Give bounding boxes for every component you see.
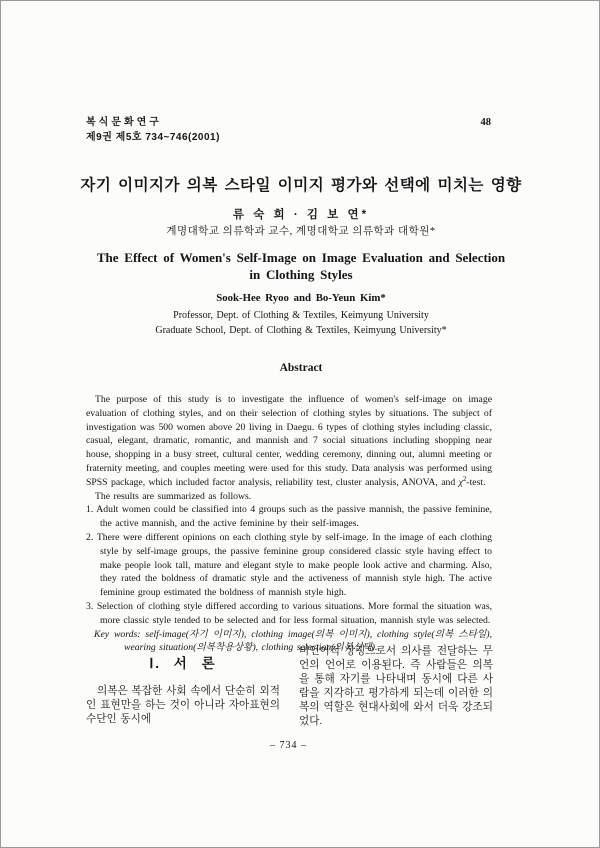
item-number: 2.	[86, 531, 94, 543]
abstract-item-1	[86, 503, 492, 531]
section-heading-introduction: Ⅰ. 서 론	[149, 656, 217, 671]
journal-name: 복식문화연구	[86, 117, 162, 128]
english-title	[41, 250, 561, 283]
intro-columns	[86, 645, 493, 729]
abstract-paragraph	[86, 393, 492, 490]
header-page-number: 48	[480, 117, 491, 128]
footer-page-number: – 734 –	[270, 740, 307, 751]
chi-symbol: χ	[458, 476, 463, 488]
intro-paragraph-right: 비언어적 상징으로서 의사를 전달하는 무언의 언어로 이용된다. 즉 사람들은 의복을 통해 자기를 나타내며 동시에 다른 사람을 지각하고 평가하게 되는데 이러한 의복의 역할은 현대사회에 와서 더욱 강조되었다.	[299, 646, 493, 727]
english-authors: Sook-Hee Ryoo and Bo-Yeun Kim*	[216, 292, 386, 304]
item-text: Adult women could be classified into 4 groups such as the passive mannish, the passive feminine, the active mannish, and the active feminine by their self-images.	[96, 504, 492, 530]
keywords-text: self-image(자기 이미지), clothing image(의복 이미지), clothing style(의복 스타일), wearing situation(의복착용상황), clothing selection(의복선택).	[124, 628, 492, 654]
abstract-body	[86, 393, 492, 655]
abstract-item-3	[86, 600, 492, 628]
english-affiliation-2: Graduate School, Dept. of Clothing & Textiles, Keimyung University*	[155, 324, 447, 336]
item-text: Selection of clothing style differed according to various situations. More formal the situation was, more classic style tended to be selected and for less formal situation, mannish style was selected.	[96, 600, 493, 626]
right-column	[299, 645, 493, 729]
english-title-line2: in Clothing Styles	[249, 266, 353, 282]
english-affiliation-1: Professor, Dept. of Clothing & Textiles, Keimyung University	[173, 310, 429, 321]
journal-info	[86, 115, 220, 145]
korean-title: 자기 이미지가 의복 스타일 이미지 평가와 선택에 미치는 영향	[80, 177, 522, 194]
item-number: 1.	[86, 504, 94, 516]
item-text: There were different opinions on each clothing style by self-image. In the image of each clothing style by self-image groups, the passive feminine group considered classic style having effect to make people look tall, mature and elegant style to make people look active and charming. Also, they rated the boldness of dramatic style and the activeness of mannish style high. The active feminine group estimated the boldness of mannish style high.	[96, 531, 493, 599]
intro-paragraph-left: 의복은 복잡한 사회 속에서 단순히 외적인 표현만을 하는 것이 아니라 자아표현의 수단인 동시에	[86, 686, 280, 725]
abstract-paragraph-text: The purpose of this study is to investigate the influence of women's self-image on image evaluation of clothing styles, and on their selection of clothing styles by situations. The subject of investigation was 500 women above 20 living in Daegu. 6 types of clothing styles including classic, casual, elegant, dramatic, romantic, and mannish and 7 social situations including shopping near house, shopping in a busy street, cultural center, wedding ceremony, dinning out, alumni meeting or fraternity meeting, and couples meeting were used for this study. Data analysis was performed using SPSS package, which included factor analysis, reliability test, cluster analysis, ANOVA, and	[86, 394, 492, 488]
item-number: 3.	[86, 600, 94, 612]
korean-authors: 류 숙 희 · 김 보 연*	[232, 209, 370, 221]
korean-affiliation: 계명대학교 의류학과 교수, 계명대학교 의류학과 대학원*	[166, 226, 436, 237]
page-header	[86, 115, 491, 145]
chi-superscript: 2	[462, 474, 467, 483]
chi-test-suffix: -test.	[466, 476, 486, 488]
abstract-item-2	[86, 531, 492, 600]
english-affiliations	[41, 309, 561, 338]
keywords-label: Key words:	[94, 628, 141, 640]
left-column	[86, 645, 280, 729]
issue-info: 제9권 제5호 734~746(2001)	[86, 132, 220, 143]
chi-square-term	[458, 474, 486, 488]
english-title-line1: The Effect of Women's Self-Image on Image Evaluation and Selection	[96, 250, 506, 265]
abstract-heading: Abstract	[279, 362, 323, 374]
results-intro: The results are summarized as follows.	[95, 490, 252, 502]
